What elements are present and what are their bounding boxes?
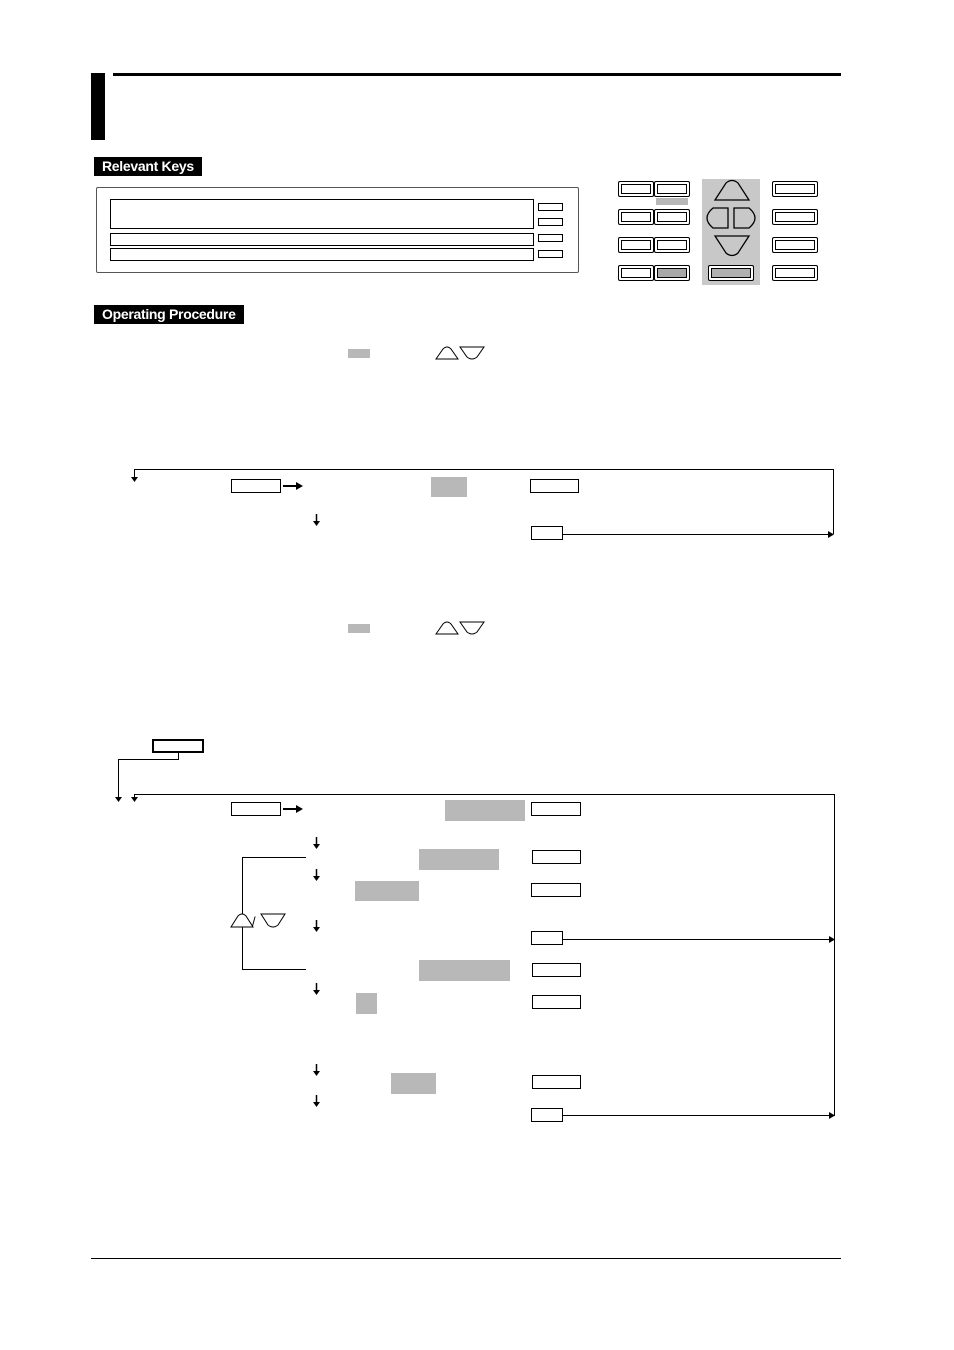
flow2-highlight-4 — [419, 960, 510, 981]
flow2-display-box-2 — [532, 850, 581, 864]
keypad — [610, 176, 830, 286]
inline-key-indicator-1 — [348, 349, 370, 358]
flow2-key-box — [231, 802, 281, 816]
flow1-left-arrow — [131, 477, 138, 482]
flow1-highlight — [431, 477, 467, 497]
flow2-start-left-drop — [118, 759, 119, 799]
flow1-right-arrow — [283, 482, 303, 490]
key-col3-r2[interactable] — [772, 209, 818, 225]
display-sub-window-1 — [110, 233, 534, 246]
flow2-display-box-4 — [531, 931, 563, 945]
header-rule — [113, 73, 841, 76]
flow1-display-box-1 — [530, 479, 579, 493]
indicator-lamp-4 — [538, 250, 563, 258]
flow1-top-line — [134, 469, 834, 470]
flow2-highlight-5 — [356, 993, 377, 1014]
flow2-start-key-box — [152, 739, 204, 753]
flow2-return-arrowhead-1 — [829, 936, 836, 943]
key-r1-right[interactable] — [654, 181, 690, 197]
flow2-display-box-5 — [532, 963, 581, 977]
flow2-bracket-top — [242, 857, 306, 858]
flow2-start-arrowhead — [115, 797, 122, 802]
key-r3-right[interactable] — [654, 237, 690, 253]
flow1-key-box — [231, 479, 281, 493]
display-main-window — [110, 199, 534, 229]
flow2-display-box-1 — [531, 802, 581, 816]
key-col3-r1[interactable] — [772, 181, 818, 197]
footer-rule — [91, 1258, 841, 1259]
up-down-key-icon-2 — [435, 621, 485, 635]
up-key-icon[interactable] — [714, 179, 750, 201]
up-down-key-icon-3 — [230, 913, 286, 929]
flow2-down-arrow-4 — [313, 983, 320, 995]
left-key-icon[interactable] — [705, 207, 729, 229]
key-col3-r3[interactable] — [772, 237, 818, 253]
up-down-key-icon-1 — [435, 346, 485, 360]
flow1-return-arrowhead — [828, 531, 835, 538]
flow2-display-box-8 — [531, 1108, 563, 1122]
flow2-down-arrow-5 — [313, 1064, 320, 1076]
flow2-return-arrowhead-2 — [829, 1112, 836, 1119]
flow1-return-line — [563, 534, 831, 535]
key-r1-left[interactable] — [618, 181, 654, 197]
key-r4-right-highlighted[interactable] — [654, 265, 690, 281]
flow2-highlight-3 — [355, 881, 419, 901]
flow1-down-arrow — [313, 514, 320, 526]
flow2-display-box-3 — [531, 883, 581, 897]
indicator-lamp-2 — [538, 218, 563, 226]
key-r4-left[interactable] — [618, 265, 654, 281]
flow2-display-box-6 — [532, 995, 581, 1009]
flow-diagram-1 — [0, 460, 954, 550]
indicator-lamp-1 — [538, 203, 563, 211]
flow2-top-line — [134, 794, 835, 795]
front-panel-display — [96, 187, 579, 273]
flow2-bracket-left-lower — [242, 927, 243, 969]
operating-procedure-label: Operating Procedure — [94, 305, 244, 324]
flow2-down-arrow-6 — [313, 1095, 320, 1107]
display-sub-window-2 — [110, 248, 534, 261]
indicator-lamp-3 — [538, 234, 563, 242]
flow2-highlight-1 — [445, 800, 525, 821]
flow2-display-box-7 — [532, 1075, 581, 1089]
flow1-right-line — [833, 469, 834, 534]
flow-diagram-2 — [0, 735, 954, 1135]
flow2-highlight-6 — [391, 1073, 436, 1094]
flow2-return-line-1 — [563, 939, 831, 940]
key-col3-r4[interactable] — [772, 265, 818, 281]
flow1-display-box-2 — [531, 526, 563, 540]
flow2-bracket-bottom — [242, 969, 306, 970]
flow2-start-horizontal — [118, 759, 179, 760]
chapter-tab — [91, 73, 105, 140]
flow2-down-arrow-1 — [313, 837, 320, 849]
key-r2-right[interactable] — [654, 209, 690, 225]
enter-key[interactable] — [708, 265, 754, 281]
key-r2-left[interactable] — [618, 209, 654, 225]
flow2-right-arrow — [283, 805, 303, 813]
flow2-right-line — [834, 794, 835, 1116]
flow2-bracket-left — [242, 857, 243, 915]
relevant-keys-label: Relevant Keys — [94, 157, 202, 176]
flow2-down-arrow-3 — [313, 920, 320, 932]
key-r1-indicator — [656, 198, 688, 205]
key-r3-left[interactable] — [618, 237, 654, 253]
flow2-return-line-2 — [563, 1115, 831, 1116]
flow2-highlight-2 — [419, 849, 499, 870]
up-down-separator: / — [252, 914, 256, 929]
flow2-down-arrow-2 — [313, 869, 320, 881]
inline-key-indicator-2 — [348, 624, 370, 633]
right-key-icon[interactable] — [733, 207, 757, 229]
flow2-left-arrowhead — [131, 797, 138, 802]
down-key-icon[interactable] — [714, 235, 750, 257]
